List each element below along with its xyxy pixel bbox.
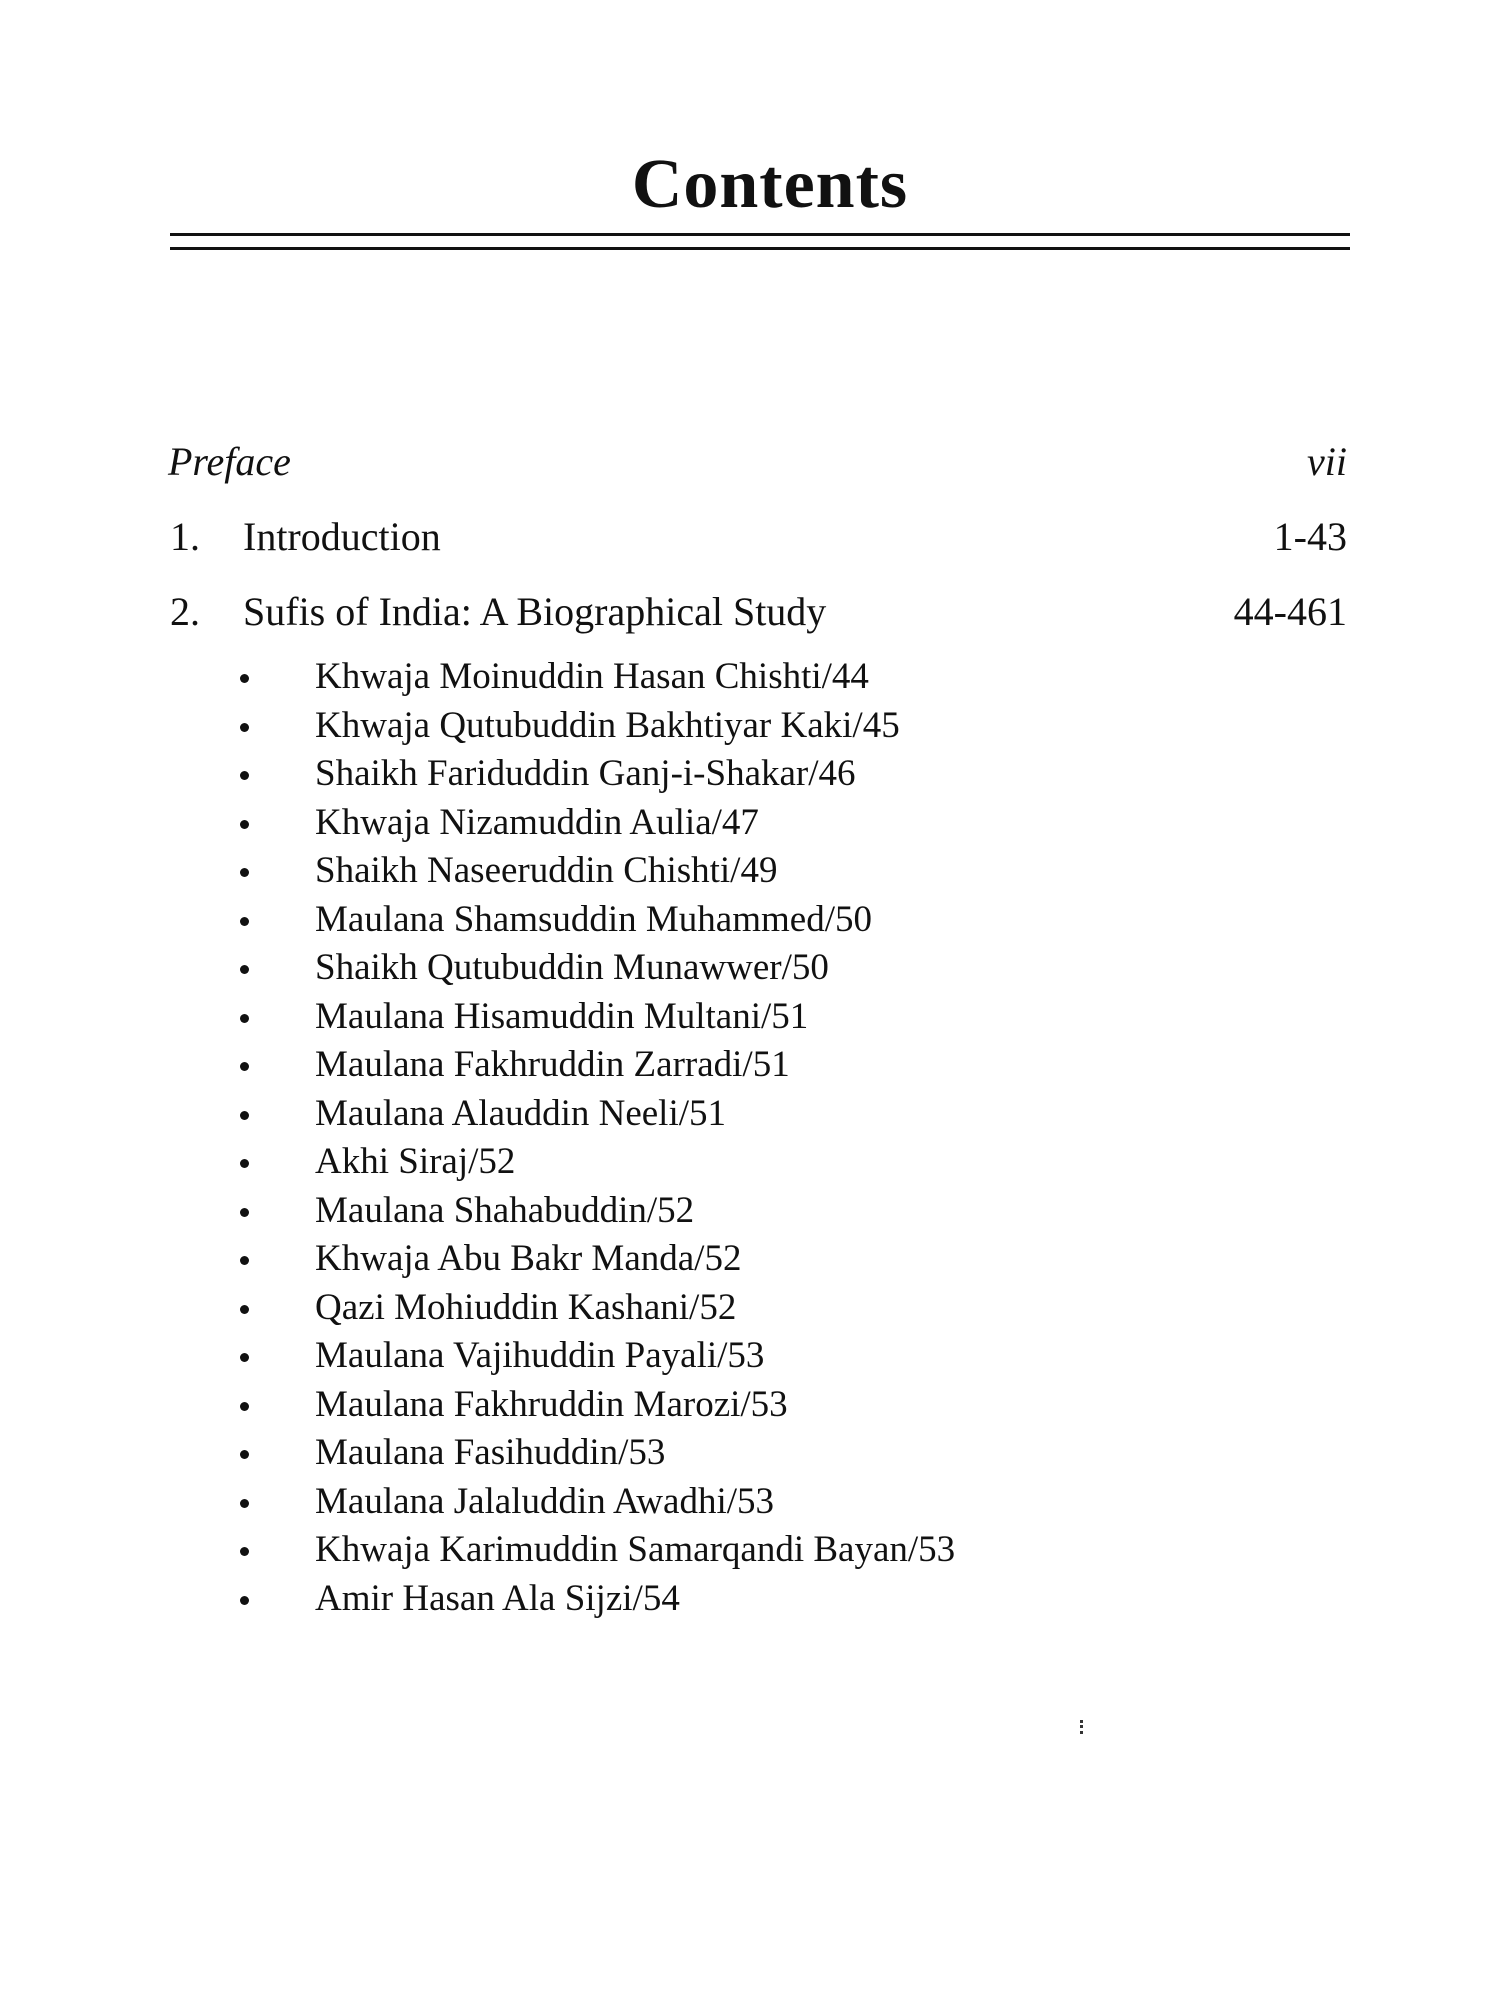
toc-entry-chapter-2[interactable]: [0, 582, 1500, 642]
toc-subentry[interactable]: [0, 1526, 1500, 1575]
toc-subentry-label: Maulana Shahabuddin/52: [315, 1189, 695, 1231]
toc-subentry-label: Khwaja Moinuddin Hasan Chishti/44: [315, 656, 869, 697]
toc-subentry[interactable]: [0, 1235, 1500, 1284]
toc-entry-number: 2.: [170, 589, 200, 634]
toc-subentry[interactable]: [0, 1284, 1500, 1333]
bullet-icon: [240, 868, 249, 877]
toc-entry-number: 1.: [170, 514, 200, 559]
toc-entry-preface[interactable]: [0, 432, 1500, 492]
toc-subentry-label: Akhi Siraj/52: [315, 1141, 516, 1182]
toc-subentry[interactable]: [0, 1041, 1500, 1090]
toc-subentry[interactable]: [0, 847, 1500, 896]
toc-subentry-label: Maulana Hisamuddin Multani/51: [315, 995, 809, 1037]
bullet-icon: [240, 1111, 249, 1120]
bullet-icon: [240, 917, 249, 926]
bullet-icon: [240, 771, 249, 780]
bullet-icon: [240, 1353, 249, 1362]
toc-subentry[interactable]: [0, 1187, 1500, 1236]
toc-entry-pages: 44-461: [1233, 589, 1347, 634]
toc-subentry-label: Khwaja Abu Bakr Manda/52: [315, 1238, 742, 1279]
bullet-icon: [240, 1547, 249, 1556]
toc-entry-pages: vii: [1307, 439, 1347, 484]
bullet-icon: [240, 1014, 249, 1023]
toc-subentry[interactable]: [0, 653, 1500, 702]
toc-subentry[interactable]: [0, 750, 1500, 799]
toc-subentry-label: Khwaja Qutubuddin Bakhtiyar Kaki/45: [315, 704, 900, 746]
toc-subentry-label: Maulana Jalaluddin Awadhi/53: [315, 1480, 775, 1522]
bullet-icon: [240, 1450, 249, 1459]
toc-subentry[interactable]: [0, 896, 1500, 945]
toc-subentry-label: Maulana Shamsuddin Muhammed/50: [315, 898, 872, 940]
toc-subentry-label: Shaikh Naseeruddin Chishti/49: [315, 850, 778, 891]
toc-subentry-label: Qazi Mohiuddin Kashani/52: [315, 1286, 737, 1328]
toc-subentry-label: Maulana Fasihuddin/53: [315, 1432, 666, 1473]
bullet-icon: [240, 965, 249, 974]
toc-entry-label: Introduction: [243, 514, 441, 559]
page-title: Contents: [631, 146, 909, 223]
toc-subentry-label: Khwaja Nizamuddin Aulia/47: [315, 801, 759, 843]
bullet-icon: [240, 1305, 249, 1314]
toc-subentry[interactable]: [0, 1090, 1500, 1139]
toc-subentry[interactable]: [0, 1575, 1500, 1624]
toc-subentry-list: [0, 653, 1500, 1623]
toc-entry-label: Sufis of India: A Biographical Study: [243, 589, 827, 634]
bullet-icon: [240, 1402, 249, 1411]
bullet-icon: [240, 1159, 249, 1168]
toc-subentry[interactable]: [0, 1381, 1500, 1430]
bullet-icon: [240, 1208, 249, 1217]
toc-subentry-label: Khwaja Karimuddin Samarqandi Bayan/53: [315, 1529, 956, 1570]
toc-entry-chapter-1[interactable]: [0, 507, 1500, 567]
toc-entry-pages: 1-43: [1273, 514, 1347, 559]
toc-subentry-label: Shaikh Qutubuddin Munawwer/50: [315, 947, 829, 988]
toc-subentry[interactable]: [0, 1332, 1500, 1381]
toc-subentry-label: Amir Hasan Ala Sijzi/54: [315, 1577, 680, 1619]
toc-subentry-label: Maulana Fakhruddin Zarradi/51: [315, 1044, 790, 1085]
toc-subentry[interactable]: [0, 1429, 1500, 1478]
title-rule-bottom: [170, 247, 1350, 250]
bullet-icon: [240, 723, 249, 732]
bullet-icon: [240, 1256, 249, 1265]
toc-subentry-label: Maulana Vajihuddin Payali/53: [315, 1335, 765, 1376]
toc-subentry-label: Maulana Alauddin Neeli/51: [315, 1092, 727, 1134]
bullet-icon: [240, 674, 249, 683]
toc-subentry[interactable]: [0, 944, 1500, 993]
toc-subentry[interactable]: [0, 1138, 1500, 1187]
toc-subentry[interactable]: [0, 799, 1500, 848]
toc-subentry[interactable]: [0, 993, 1500, 1042]
scan-speck: [1080, 1720, 1086, 1734]
toc-subentry-label: Maulana Fakhruddin Marozi/53: [315, 1383, 788, 1425]
toc-subentry-label: Shaikh Fariduddin Ganj-i-Shakar/46: [315, 753, 856, 794]
bullet-icon: [240, 1062, 249, 1071]
toc-subentry[interactable]: [0, 702, 1500, 751]
bullet-icon: [240, 820, 249, 829]
toc-subentry[interactable]: [0, 1478, 1500, 1527]
bullet-icon: [240, 1499, 249, 1508]
bullet-icon: [240, 1596, 249, 1605]
toc-entry-label: Preface: [168, 439, 291, 484]
title-rule-top: [170, 233, 1350, 236]
